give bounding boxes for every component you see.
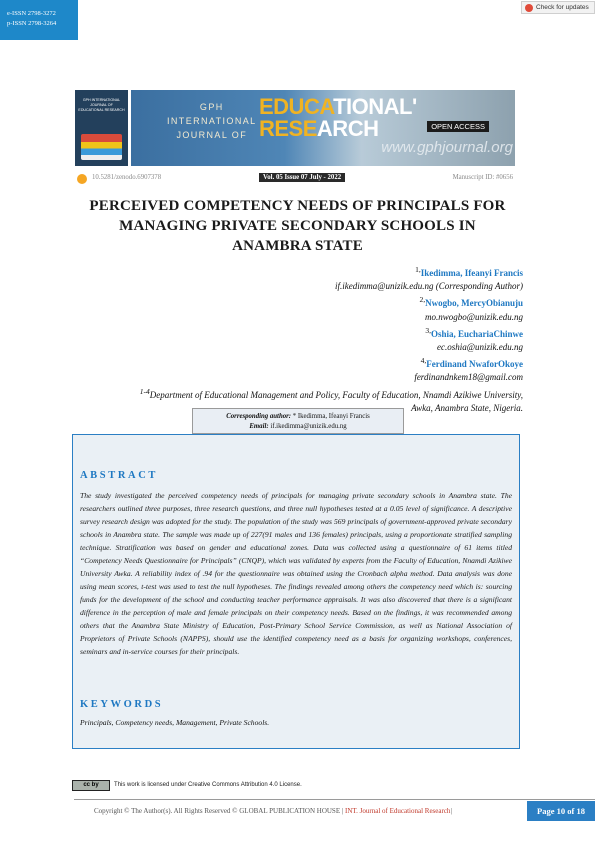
check-for-updates-button[interactable] [521,1,595,14]
article-meta-row [75,173,515,185]
footer-divider [74,799,595,800]
check-updates-icon [525,4,533,12]
author-name: Ferdinand NwaforOkoye [426,359,523,370]
author-1 [63,263,523,280]
page-number: Page 10 of 18 [527,801,595,821]
author-name: Ikedimma, Ifeanyi Francis [420,268,523,278]
journal-banner [75,90,515,166]
corresponding-author-box [192,408,404,434]
corresponding-email [193,422,403,432]
license-notice [72,779,302,791]
banner-line1: GPH [199,102,224,112]
banner-line2: INTERNATIONAL [167,116,257,126]
cc-by-icon[interactable] [72,780,110,791]
books-illustration [81,134,122,160]
author-email[interactable]: ec.oshia@unizik.edu.ng [436,342,523,353]
banner-educational-research [259,96,417,140]
title-line-1: PERCEIVED COMPETENCY NEEDS OF PRINCIPALS FOR [89,198,506,214]
manuscript-id: Manuscript ID: #0656 [452,174,513,181]
banner-graphic [131,90,515,166]
corr-author-label: Corresponding author: [226,413,292,420]
banner-url: www.gphjournal.org [381,139,513,156]
volume-badge: Vol. 05 Issue 07 July - 2022 [259,173,345,182]
copyright-text: Copyright © The Author(s). All Rights Reserved © GLOBAL PUBLICATION HOUSE | [94,807,344,815]
check-updates-label: Check for updates [536,4,589,11]
cover-title: GPH INTERNATIONAL JOURNAL OF EDUCATIONAL RESEARCH [78,98,125,112]
banner-res-2: ARCH [316,116,379,141]
author-2 [63,293,523,310]
keywords-heading: KEYWORDS [80,699,164,710]
author-sup: 1, [415,265,421,274]
author-3 [63,324,523,341]
doi-icon [77,174,87,184]
license-text: This work is licensed under Creative Commons Attribution 4.0 License. [114,782,302,788]
corresponding-author [193,412,403,422]
eissn: e-ISSN 2798-3272 [7,10,56,17]
corr-email-value[interactable]: if.ikedimma@unizik.edu.ng [270,423,347,430]
pissn: p-ISSN 2798-3264 [7,20,57,27]
footer-end-bar: | [450,807,452,815]
author-name: Nwogbo, MercyObianuju [425,298,523,309]
affiliation-sup: 1-4 [139,386,150,396]
banner-journal-name [167,100,257,142]
affiliation-line-2: Awka, Anambra State, Nigeria. [411,402,523,413]
banner-res-1: RESE [259,116,317,141]
title-line-3: ANAMBRA STATE [232,238,363,254]
author-list [63,263,523,415]
banner-line3: JOURNAL OF [176,130,248,140]
article-title [80,196,515,256]
journal-cover-image [75,90,128,166]
open-access-badge: OPEN ACCESS [427,121,489,132]
title-line-2: MANAGING PRIVATE SECONDARY SCHOOLS IN [119,218,476,234]
cc-badge-text: cc by [83,782,99,788]
keywords-text: Principals, Competency needs, Management, Private Schools. [80,718,270,727]
footer-journal: INT. Journal of Educational Research [345,807,451,815]
affiliation-line-1: Department of Educational Management and Policy, Faculty of Education, Nnamdi Azikiwe University, [149,389,523,400]
banner-edu-1: EDUCA [259,94,334,119]
corr-email-label: Email: [249,423,269,430]
author-4 [63,354,523,371]
issn-block [0,0,78,40]
author-email[interactable]: if.ikedimma@unizik.edu.ng (Corresponding Author) [334,281,523,292]
banner-edu-2: TIONAL' [333,94,417,119]
abstract-text: The study investigated the perceived competency needs of principals for managing private secondary schools in Anambra state. The researchers outlined three purposes, three research questions, and three null hypotheses tested at a 0.05 level of significance. A descriptive survey research design was adopted for the study. The population of the study was 569 principals of government-approved private secondary schools in Anambra state. The sample was made up of 227(91 males and 136 females) principals, using a proportionate stratified sampling technique. Stratification was based on gender and educational zones. Data was collected using a questionnaire of 61 items titled “Competency Needs Questionnaire for Principals” (CNQP), which was validated by experts from the Faculty of Education, Nnamdi Azikiwe University Awka. A reliability index of .94 for the questionnaire was obtained using the Cronbach alpha method. Data analysis was done using mean scores, t-test was used to test the null hypotheses. The findings revealed among others the competency need which is: sourcing funds for the development of the school and conducting teacher performance appraisals. It was also discovered that there is a significant difference in the perception of male and female principals on their competency needs. Based on the findings, it was recommended among others that the Anambra State Ministry of Education, Post-Primary School Service Commission, as well as National Association of Proprietors of Private Schools (NAPPS), should use the identified competency need as a basis for organizing workshops, conferences, seminars and in-service courses for their principals. [80,491,512,656]
author-sup: 4, [420,356,427,366]
corr-author-value: * Ikedimma, Ifeanyi Francis [292,413,370,420]
author-name: Oshia, EuchariaChinwe [430,328,523,339]
author-sup: 3, [425,325,431,335]
affiliation [63,385,523,402]
footer-copyright [94,807,452,815]
author-email[interactable]: mo.nwogbo@unizik.edu.ng [424,311,523,322]
author-sup: 2, [419,295,426,305]
author-email[interactable]: ferdinandnkem18@gmail.com [414,372,523,383]
abstract-heading: ABSTRACT [80,470,158,481]
doi-link[interactable]: 10.5281/zenodo.6907378 [92,174,162,181]
